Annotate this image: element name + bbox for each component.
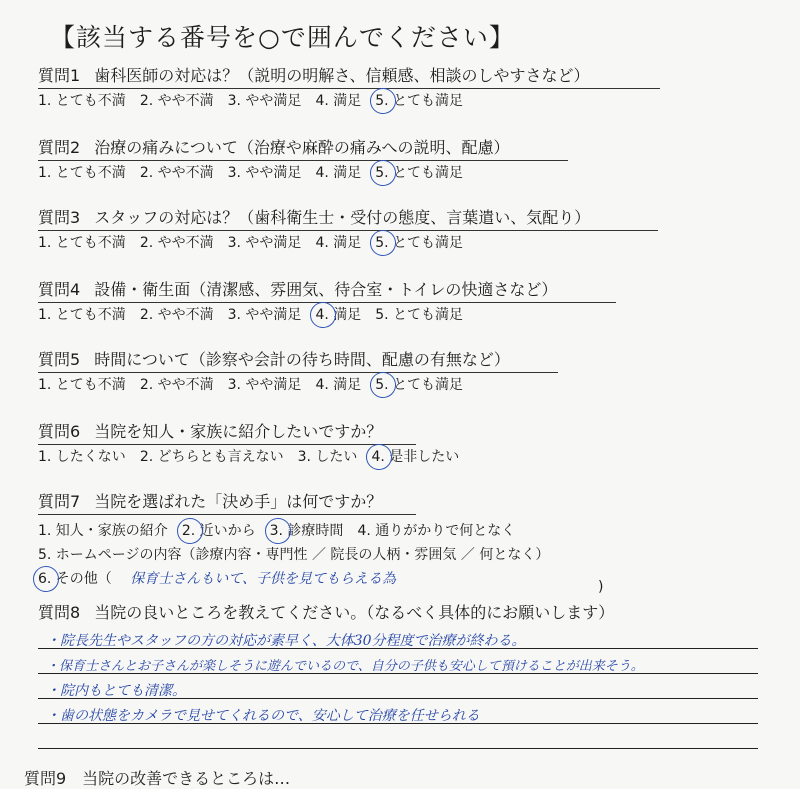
question-5-text: 時間について（診察や会計の待ち時間、配慮の有無など） <box>94 350 510 369</box>
question-5 <box>38 350 558 395</box>
question-6-option-4[interactable] <box>371 447 459 467</box>
question-5-option-3[interactable] <box>228 375 302 395</box>
question-7-option-4[interactable] <box>357 521 515 541</box>
question-1-header <box>38 66 660 89</box>
question-7-option-3[interactable] <box>270 521 344 541</box>
question-5-header <box>38 350 558 373</box>
question-2-number: 質問2 <box>38 138 81 157</box>
question-6-number: 質問6 <box>38 422 81 441</box>
question-6-header <box>38 422 416 445</box>
question-2-option-5[interactable] <box>375 163 463 183</box>
question-1-options <box>38 91 660 111</box>
question-3-option-4[interactable] <box>315 233 361 253</box>
question-6-text: 当院を知人・家族に紹介したいですか？ <box>94 422 383 441</box>
question-5-option-2[interactable] <box>140 375 214 395</box>
option-label: 2. やや不満 <box>139 235 214 251</box>
question-5-options <box>38 375 558 395</box>
selected-circle-mark <box>368 370 398 400</box>
question-4-option-3[interactable] <box>228 305 302 325</box>
question-8-answer: ・院内もとても清潔。 <box>46 683 186 699</box>
question-8-answer-area <box>38 626 758 756</box>
question-1-number: 質問1 <box>38 66 81 85</box>
option-label: 3. やや満足 <box>227 307 302 323</box>
option-label: 1. とても不満 <box>38 377 126 393</box>
option-label: 3. やや満足 <box>227 93 302 109</box>
question-3-option-1[interactable] <box>38 233 126 253</box>
question-1-option-3[interactable] <box>228 91 302 111</box>
page-title: 【該当する番号を○で囲んでください】 <box>50 23 515 52</box>
option-label: 1. したくない <box>38 449 126 465</box>
option-label: 4. 満足 <box>315 165 362 181</box>
selected-circle-mark <box>368 228 398 258</box>
option-label: 4. 通りがかりで何となく <box>357 523 516 539</box>
question-6 <box>38 422 473 467</box>
option-label: 1. とても不満 <box>38 165 126 181</box>
selected-circle-mark <box>364 442 394 472</box>
question-7-header <box>38 492 416 515</box>
option-label: 5. とても満足 <box>375 377 464 393</box>
question-3-options <box>38 233 658 253</box>
selected-circle-mark <box>308 300 338 330</box>
question-2-option-2[interactable] <box>140 163 214 183</box>
option-label: 5. とても満足 <box>375 307 464 323</box>
question-4-number: 質問4 <box>38 280 81 299</box>
question-2-option-1[interactable] <box>38 163 126 183</box>
question-5-option-4[interactable] <box>315 375 361 395</box>
question-8-header <box>38 603 614 625</box>
option-label: 3. やや満足 <box>227 235 302 251</box>
question-2-text: 治療の痛みについて（治療や麻酔の痛みへの説明、配慮） <box>94 138 510 157</box>
question-5-number: 質問5 <box>38 350 81 369</box>
option-label: 2. 近いから <box>181 523 256 539</box>
question-7-text: 当院を選ばれた「決め手」は何ですか？ <box>94 492 383 511</box>
selected-circle-mark <box>368 86 398 116</box>
question-4-option-4[interactable] <box>315 305 361 325</box>
selected-circle-mark <box>263 516 293 546</box>
question-5-option-1[interactable] <box>38 375 126 395</box>
question-7-close-paren: ) <box>598 579 604 595</box>
question-7-option-1[interactable] <box>38 521 168 541</box>
question-2-header <box>38 138 568 161</box>
option-label: 3. やや満足 <box>227 377 302 393</box>
question-7-number: 質問7 <box>38 492 81 511</box>
question-4-header <box>38 280 616 303</box>
question-6-options <box>38 447 473 467</box>
option-label: 3. やや満足 <box>227 165 302 181</box>
question-4-option-2[interactable] <box>140 305 214 325</box>
question-3-option-5[interactable] <box>375 233 463 253</box>
question-7-row1 <box>38 521 549 541</box>
answer-line <box>38 748 758 749</box>
question-5-option-5[interactable] <box>375 375 463 395</box>
option-label: 2. やや不満 <box>139 377 214 393</box>
question-2-option-4[interactable] <box>315 163 361 183</box>
question-4-option-5[interactable] <box>375 305 463 325</box>
option-label: 1. とても不満 <box>38 307 126 323</box>
question-3-header <box>38 208 658 231</box>
question-3 <box>38 208 658 253</box>
question-1-text: 歯科医師の対応は？（説明の明解さ、信頼感、相談のしやすさなど） <box>94 66 590 85</box>
question-8-text: 当院の良いところを教えてください。（なるべく具体的にお願いします） <box>94 603 615 622</box>
option-label: 2. どちらとも言えない <box>139 449 284 465</box>
question-3-text: スタッフの対応は？（歯科衛生士・受付の態度、言葉遣い、気配り） <box>94 208 591 227</box>
question-2 <box>38 138 568 183</box>
option-label: 4. 満足 <box>315 307 362 323</box>
option-label: 4. 満足 <box>315 377 362 393</box>
selected-circle-mark <box>175 516 205 546</box>
question-3-option-3[interactable] <box>228 233 302 253</box>
question-3-option-2[interactable] <box>140 233 214 253</box>
option-label: 4. 満足 <box>315 235 362 251</box>
question-6-option-1[interactable] <box>38 447 126 467</box>
question-4-text: 設備・衛生面（清潔感、雰囲気、待合室・トイレの快適さなど） <box>94 280 558 299</box>
question-8 <box>38 603 614 625</box>
option-label: 5. とても満足 <box>375 165 464 181</box>
option-label: 2. やや不満 <box>139 93 214 109</box>
question-6-option-3[interactable] <box>298 447 358 467</box>
option-label: 2. やや不満 <box>139 307 214 323</box>
question-8-answer: ・歯の状態をカメラで見せてくれるので、安心して治療を任せられる <box>46 708 480 724</box>
question-8-number: 質問8 <box>38 603 81 622</box>
question-1-option-1[interactable] <box>38 91 126 111</box>
option-label: 1. 知人・家族の紹介 <box>38 523 168 539</box>
question-2-options <box>38 163 568 183</box>
question-4-option-1[interactable] <box>38 305 126 325</box>
option-label: 3. したい <box>297 449 358 465</box>
question-7-row3 <box>38 569 604 595</box>
question-7-option-6[interactable]: 6. その他（ <box>38 569 112 589</box>
option-label: 1. とても不満 <box>38 93 126 109</box>
option-label: 4. 是非したい <box>371 449 460 465</box>
question-1-option-5[interactable] <box>375 91 463 111</box>
selected-circle-mark <box>31 564 61 594</box>
question-7-option-5[interactable]: 5. ホームページの内容（診療内容・専門性 ／ 院長の人柄・雰囲気 ／ 何となく） <box>38 547 550 563</box>
question-1 <box>38 66 660 111</box>
question-2-option-3[interactable] <box>228 163 302 183</box>
question-8-answer: ・保育士さんとお子さんが楽しそうに遊んでいるので、自分の子供も安心して預けることが出来そう。 <box>46 659 644 674</box>
option-label: 2. やや不満 <box>139 165 214 181</box>
option-label: 4. 満足 <box>315 93 362 109</box>
option-label: 3. 診療時間 <box>269 523 344 539</box>
question-9-partial: 質問9 当院の改善できるところは… <box>24 769 291 788</box>
question-7-row2 <box>38 545 549 565</box>
question-3-number: 質問3 <box>38 208 81 227</box>
question-1-option-4[interactable] <box>315 91 361 111</box>
question-7-other-answer: 保育士さんもいて、子供を見てもらえる為 <box>130 571 396 587</box>
question-7-option-2[interactable] <box>182 521 256 541</box>
selected-circle-mark <box>368 158 398 188</box>
question-6-option-2[interactable] <box>140 447 284 467</box>
option-label: 1. とても不満 <box>38 235 126 251</box>
question-4 <box>38 280 616 325</box>
option-label: 5. とても満足 <box>375 93 464 109</box>
question-4-options <box>38 305 616 325</box>
option-label: 5. とても満足 <box>375 235 464 251</box>
question-7 <box>38 492 604 595</box>
question-8-answer: ・院長先生やスタッフの方の対応が素早く、大体30分程度で治療が終わる。 <box>46 633 526 649</box>
question-1-option-2[interactable] <box>140 91 214 111</box>
